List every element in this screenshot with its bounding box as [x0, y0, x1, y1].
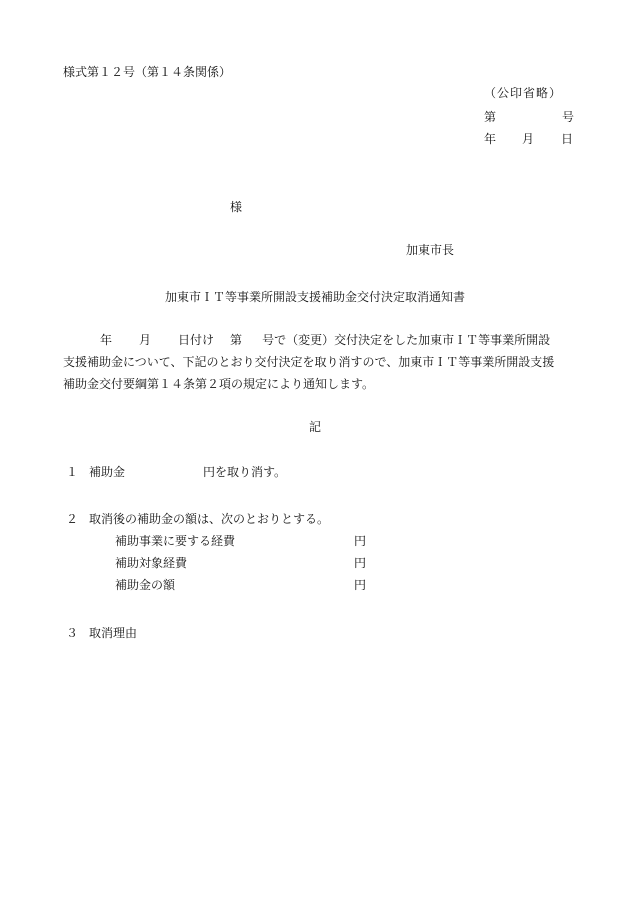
item-3-number: ３	[66, 626, 79, 640]
body-line-2: 支援補助金について、下記のとおり交付決定を取り消すので、加東市ＩＴ等事業所開設支援	[63, 355, 555, 369]
sub-item-label: 補助事業に要する経費	[115, 534, 236, 548]
body-line-1	[63, 334, 583, 356]
ki-heading: 記	[308, 420, 321, 434]
item-2-text: 取消後の補助金の額は、次のとおりとする。	[89, 512, 330, 526]
seal-omitted-note: （公印省略）	[484, 86, 563, 100]
item-2-number: ２	[66, 512, 79, 526]
sub-item-label: 補助対象経費	[115, 556, 188, 570]
body-year-label: 年	[100, 333, 113, 347]
date-day-label: 日	[561, 132, 574, 146]
date-year-label: 年	[484, 132, 497, 146]
body-month-label: 月	[139, 333, 152, 347]
body-line-1-text: 号で（変更）交付決定をした加東市ＩＴ等事業所開設	[262, 333, 551, 347]
sender-name: 加東市長	[406, 243, 455, 257]
body-day-label: 日付け	[178, 333, 215, 347]
sub-item-unit: 円	[354, 534, 367, 548]
form-number-heading: 様式第１２号（第１４条関係）	[63, 65, 232, 79]
item-1-text: 円を取り消す。	[203, 465, 287, 479]
item-1-number: １	[66, 465, 79, 479]
notice-body	[63, 334, 583, 400]
sub-item-unit: 円	[354, 578, 367, 592]
date-month-label: 月	[522, 132, 535, 146]
item-3-text: 取消理由	[89, 626, 138, 640]
addressee-honorific: 様	[230, 200, 243, 214]
document-number-prefix: 第	[484, 110, 497, 124]
item-1-label: 補助金	[89, 465, 126, 479]
body-number-prefix: 第	[230, 333, 243, 347]
sub-item-label: 補助金の額	[115, 578, 176, 592]
document-number-suffix: 号	[562, 110, 575, 124]
sub-item-unit: 円	[354, 556, 367, 570]
body-line-3: 補助金交付要綱第１４条第２項の規定により通知します。	[63, 377, 375, 391]
document-title: 加東市ＩＴ等事業所開設支援補助金交付決定取消通知書	[164, 290, 465, 304]
